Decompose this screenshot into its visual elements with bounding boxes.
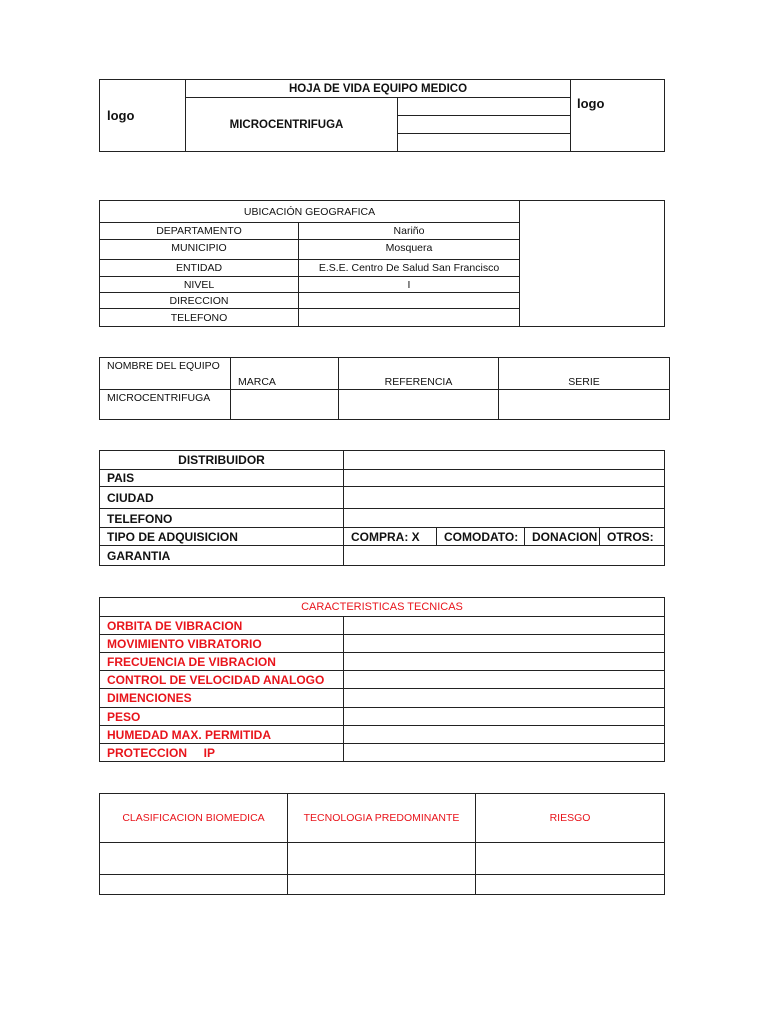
location-label: DIRECCION xyxy=(100,293,299,309)
distributor-value xyxy=(344,487,665,509)
technical-value xyxy=(344,726,665,744)
technical-title: CARACTERISTICAS TECNICAS xyxy=(100,598,665,617)
classification-table xyxy=(99,793,665,895)
equipment-header: MARCA xyxy=(231,358,339,390)
location-value: I xyxy=(299,277,520,293)
technical-label: PROTECCION IP xyxy=(100,744,344,762)
technical-label: HUMEDAD MAX. PERMITIDA xyxy=(100,726,344,744)
distributor-label: PAIS xyxy=(100,470,344,487)
document-title: HOJA DE VIDA EQUIPO MEDICO xyxy=(186,80,571,98)
technical-value xyxy=(344,635,665,653)
distributor-title: DISTRIBUIDOR xyxy=(100,451,344,470)
technical-label: CONTROL DE VELOCIDAD ANALOGO xyxy=(100,671,344,689)
logo-right: logo xyxy=(571,80,665,152)
technical-table xyxy=(99,597,665,762)
distributor-label: CIUDAD xyxy=(100,487,344,509)
classification-header: TECNOLOGIA PREDOMINANTE xyxy=(288,794,476,843)
technical-value xyxy=(344,617,665,635)
equipment-table xyxy=(99,357,670,420)
distributor-table xyxy=(99,450,665,566)
classification-header: RIESGO xyxy=(476,794,665,843)
distributor-value xyxy=(344,470,665,487)
location-side-panel xyxy=(520,201,665,327)
equipment-header: NOMBRE DEL EQUIPO xyxy=(100,358,231,390)
technical-label: PESO xyxy=(100,708,344,726)
equipment-value xyxy=(499,390,670,420)
technical-value xyxy=(344,708,665,726)
classification-value xyxy=(100,875,288,895)
classification-value xyxy=(476,843,665,875)
location-value: E.S.E. Centro De Salud San Francisco xyxy=(299,260,520,277)
header-blank-1 xyxy=(398,98,571,116)
header-blank-3 xyxy=(398,134,571,152)
technical-value xyxy=(344,689,665,708)
acquisition-option: OTROS: xyxy=(600,528,665,546)
acquisition-option: COMPRA: X xyxy=(344,528,437,546)
technical-value xyxy=(344,744,665,762)
location-label: TELEFONO xyxy=(100,309,299,327)
distributor-value xyxy=(344,509,665,528)
classification-value xyxy=(288,843,476,875)
location-label: NIVEL xyxy=(100,277,299,293)
classification-value xyxy=(100,843,288,875)
distributor-label: GARANTIA xyxy=(100,546,344,566)
technical-label: MOVIMIENTO VIBRATORIO xyxy=(100,635,344,653)
location-label: ENTIDAD xyxy=(100,260,299,277)
acquisition-option: COMODATO: xyxy=(437,528,525,546)
location-title: UBICACIÓN GEOGRAFICA xyxy=(100,201,520,223)
distributor-label: TIPO DE ADQUISICION xyxy=(100,528,344,546)
technical-label: DIMENCIONES xyxy=(100,689,344,708)
classification-value xyxy=(288,875,476,895)
acquisition-option: DONACION xyxy=(525,528,600,546)
technical-value xyxy=(344,671,665,689)
classification-value xyxy=(476,875,665,895)
distributor-value xyxy=(344,451,665,470)
equipment-value xyxy=(339,390,499,420)
equipment-header: REFERENCIA xyxy=(339,358,499,390)
equipment-value xyxy=(231,390,339,420)
equipment-value: MICROCENTRIFUGA xyxy=(100,390,231,420)
header-table xyxy=(99,79,665,152)
distributor-label: TELEFONO xyxy=(100,509,344,528)
location-value: Nariño xyxy=(299,223,520,240)
equipment-header: SERIE xyxy=(499,358,670,390)
location-value xyxy=(299,309,520,327)
technical-label: FRECUENCIA DE VIBRACION xyxy=(100,653,344,671)
distributor-value xyxy=(344,546,665,566)
technical-value xyxy=(344,653,665,671)
location-value: Mosquera xyxy=(299,240,520,260)
equipment-name: MICROCENTRIFUGA xyxy=(186,98,398,152)
location-label: MUNICIPIO xyxy=(100,240,299,260)
location-value xyxy=(299,293,520,309)
classification-header: CLASIFICACION BIOMEDICA xyxy=(100,794,288,843)
location-table xyxy=(99,200,665,327)
technical-label: ORBITA DE VIBRACION xyxy=(100,617,344,635)
logo-left: logo xyxy=(100,80,186,152)
header-blank-2 xyxy=(398,116,571,134)
location-label: DEPARTAMENTO xyxy=(100,223,299,240)
